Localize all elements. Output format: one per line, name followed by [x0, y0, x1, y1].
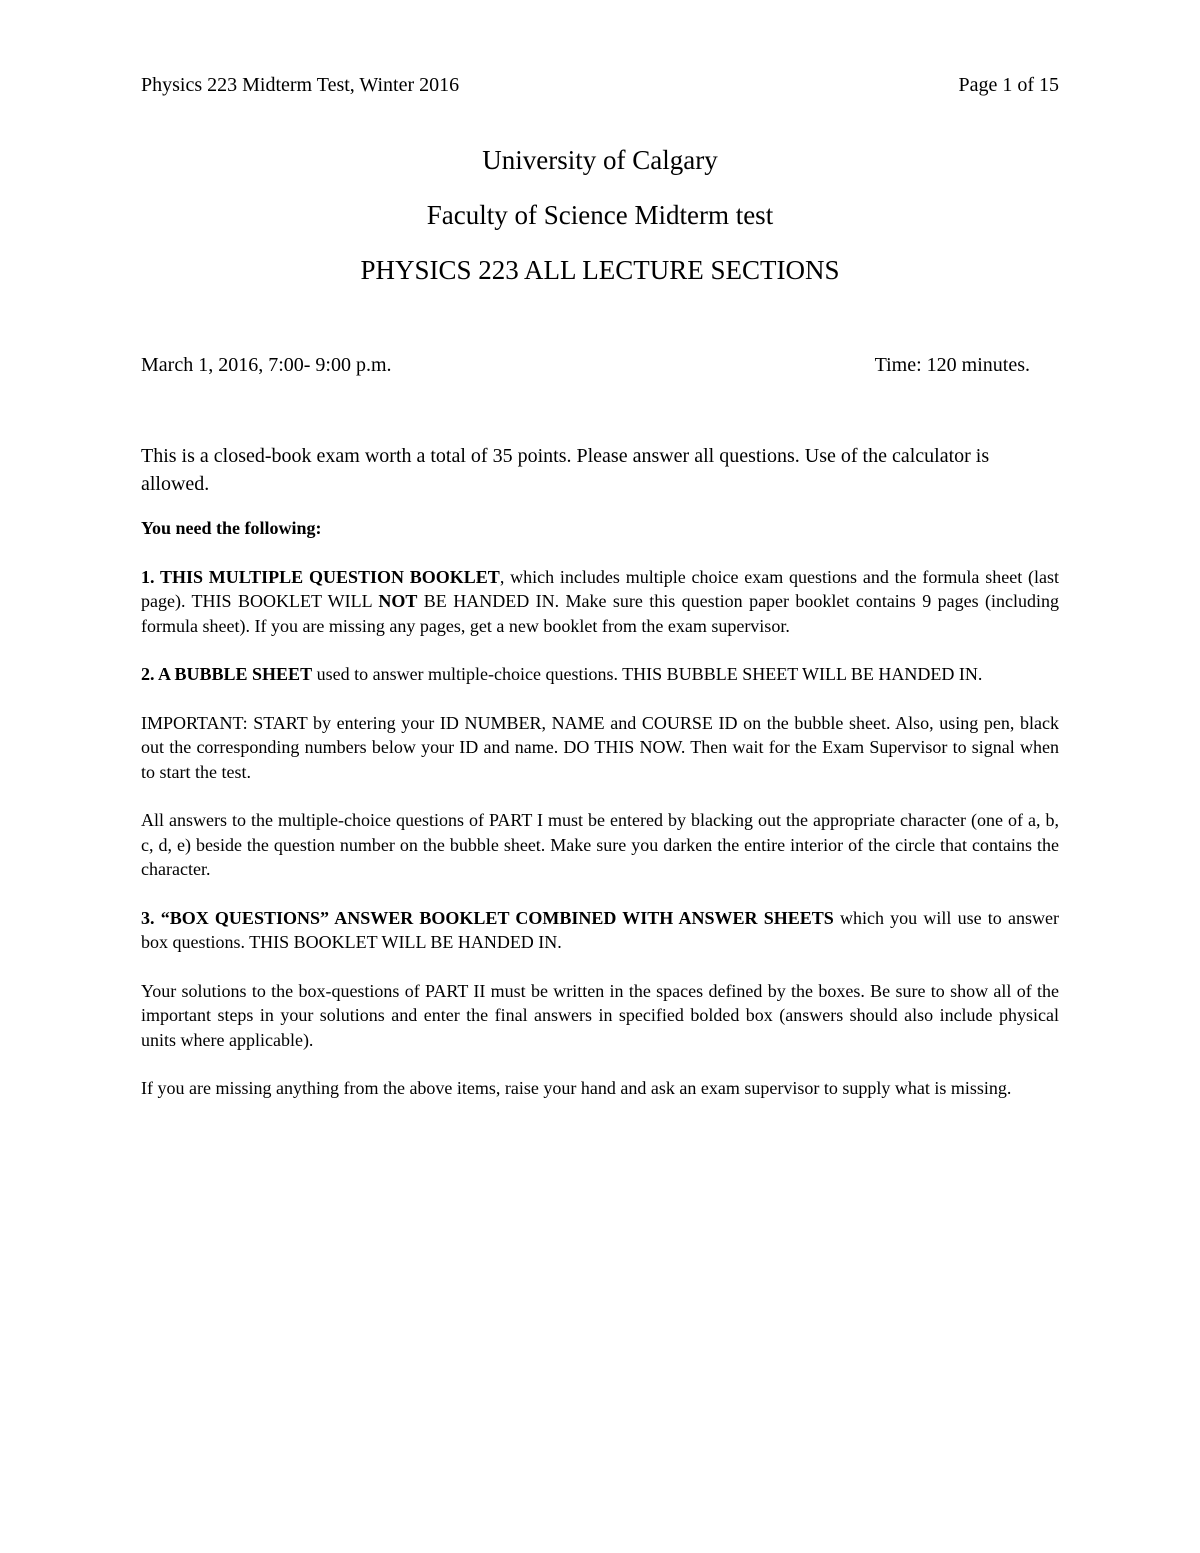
item-1-paragraph [141, 565, 1059, 639]
running-header [141, 72, 1059, 98]
page-number: Page 1 of 15 [958, 74, 1059, 96]
faculty-title: Faculty of Science Midterm test [426, 200, 774, 230]
exam-duration: Time: 120 minutes. [874, 354, 1030, 376]
exam-info-row [141, 352, 1030, 378]
item-3-lead: 3. “BOX QUESTIONS” ANSWER BOOKLET COMBINED WITH ANSWER SHEETS [141, 907, 834, 928]
important-paragraph: IMPORTANT: START by entering your ID NUMBER, NAME and COURSE ID on the bubble sheet. Also, using pen, black out the corresponding numbers below your ID and name. DO THIS NOW. Then wait for the Exam Supervisor to signal when to start the test. [141, 712, 1059, 782]
header-course-title: Physics 223 Midterm Test, Winter 2016 [141, 74, 460, 96]
need-heading-paragraph [141, 516, 1059, 541]
title-block [141, 142, 1059, 307]
item-3-paragraph [141, 906, 1059, 955]
instructions [141, 442, 1059, 1125]
item-2-text: used to answer multiple-choice questions. THIS BUBBLE SHEET WILL BE HANDED IN. [312, 664, 983, 684]
item-1-text-b: BE HANDED IN. Make sure this question paper booklet contains 9 pages (including formula sheet). If you are missing any pages, get a new booklet from the exam supervisor. [141, 591, 1059, 636]
item-2-lead: 2. A BUBBLE SHEET [141, 664, 313, 684]
exam-date: March 1, 2016, 7:00- 9:00 p.m. [141, 354, 392, 376]
item-1-not: NOT [378, 591, 418, 611]
missing-items-paragraph: If you are missing anything from the above items, raise your hand and ask an exam supervisor to supply what is missing. [141, 1078, 1012, 1098]
part-1-answers-paragraph: All answers to the multiple-choice questions of PART I must be entered by blacking out the appropriate character (one of a, b, c, d, e) beside the question number on the bubble sheet. Make sure you darken the entire interior of the circle that contains the character. [141, 810, 1059, 879]
course-title: PHYSICS 223 ALL LECTURE SECTIONS [360, 255, 840, 285]
need-heading: You need the following: [141, 518, 322, 538]
university-title: University of Calgary [482, 145, 718, 175]
intro-paragraph: This is a closed-book exam worth a total of 35 points. Please answer all questions. Use of the calculator is allowed. [141, 445, 990, 495]
item-3-text: which you will use to answer box questions. THIS BOOKLET WILL BE HANDED IN. [141, 907, 1059, 952]
item-1-lead: 1. THIS MULTIPLE QUESTION BOOKLET [141, 566, 500, 587]
item-2-paragraph [141, 662, 1059, 687]
item-1-text-a: , which includes multiple choice exam questions and the formula sheet (last page). THIS BOOKLET WILL [141, 566, 1059, 611]
part-2-solutions-paragraph: Your solutions to the box-questions of PART II must be written in the spaces defined by the boxes. Be sure to show all of the important steps in your solutions and enter the final answers in specified bolded box (answers should also include physical units where applicable). [141, 980, 1059, 1050]
